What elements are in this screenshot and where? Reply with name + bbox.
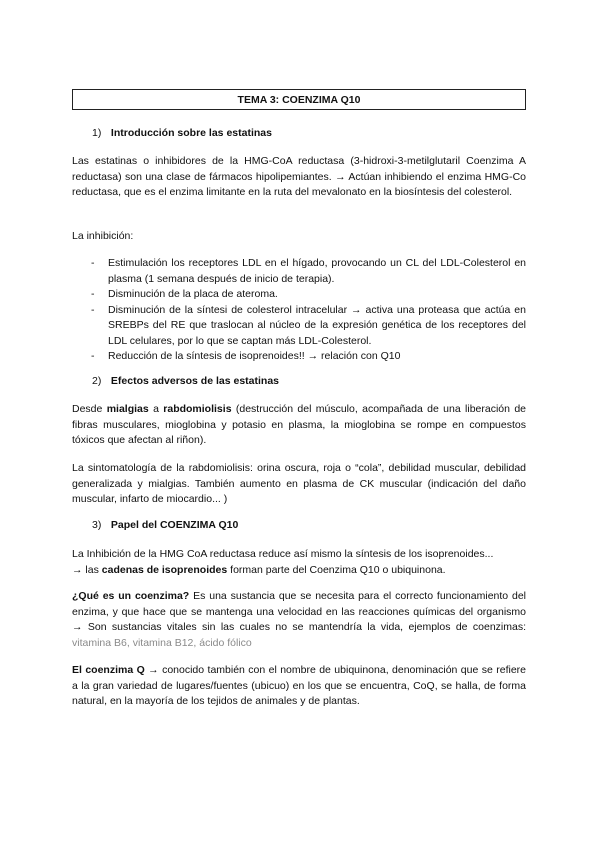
section-title: Efectos adversos de las estatinas	[110, 375, 280, 387]
adverse-paragraph-2: La sintomatología de la rabdomiolisis: orina oscura, roja o “cola”, debilidad muscular, debilidad generalizada y mialgias. También aumento en plasma de CK muscular (indicación del daño muscular, infarto de miocardio... )	[72, 462, 526, 505]
section-heading-1	[92, 127, 272, 139]
section-number: 2)	[92, 375, 102, 387]
list-item: - Disminución de la placa de ateroma.	[91, 288, 278, 300]
list-item: - Estimulación los receptores LDL en el hígado, provocando un CL del LDL-Colesterol en plasma (1 semana después de inicio de terapia).	[91, 257, 526, 285]
section-heading-3	[92, 519, 238, 531]
section-title: Papel del COENZIMA Q10	[110, 519, 239, 531]
section-heading-2	[92, 375, 279, 387]
inhibition-list	[91, 256, 526, 365]
intro-paragraph: Las estatinas o inhibidores de la HMG-CoA reductasa (3-hidroxi-3-metilglutaril Coenzima A reductasa) son una clase de fármacos hipolipemiantes. → Actúan inhibiendo el enzima HMG-Co reductasa, que es el enzima limitante en la ruta del mevalonato en la biosíntesis del colesterol.	[72, 155, 526, 198]
coq10-paragraph-1: La Inhibición de la HMG CoA reductasa reduce así mismo la síntesis de los isoprenoides... → las cadenas de isoprenoides forman parte del Coenzima Q10 o ubiquinona.	[72, 548, 494, 576]
adverse-paragraph-1: Desde mialgias a rabdomiolisis (destrucción del músculo, acompañada de una liberación de fibras musculares, mioglobina y potasio en plasma, la mioglobina se rompe en compuestos tóxicos que afectan al riñon).	[72, 403, 526, 446]
inhibition-label: La inhibición:	[72, 230, 134, 242]
page-title: TEMA 3: COENZIMA Q10	[72, 89, 526, 110]
section-number: 3)	[92, 519, 102, 531]
coq10-paragraph-2: ¿Qué es un coenzima? Es una sustancia que se necesita para el correcto funcionamiento del enzima, y que hace que se mantenga una velocidad en las reacciones químicas del organismo → Son sustancias vitales sin las cuales no se mantendría la vida, ejemplos de coenzimas: vitamina B6, vitamina B12, ácido fólico	[72, 590, 527, 649]
list-item: - Reducción de la síntesis de isoprenoides!! → relación con Q10	[91, 350, 401, 362]
coq10-paragraph-3: El coenzima Q → conocido también con el nombre de ubiquinona, denominación que se refiere a la gran variedad de lugares/fuentes (ubicuo) en los que se encuentra, CoQ, se halla, de forma natural, en la mayoría de los tejidos de animales y de plantas.	[72, 664, 526, 707]
section-title: Introducción sobre las estatinas	[110, 127, 272, 139]
list-item: - Disminución de la síntesi de colesterol intracelular → activa una proteasa que actúa en SREBPs del RE que traslocan al núcleo de la expresión genética de los receptores del LDL celulares, por lo que se captan más LDL-Colesterol.	[91, 303, 526, 347]
section-number: 1)	[92, 127, 102, 139]
